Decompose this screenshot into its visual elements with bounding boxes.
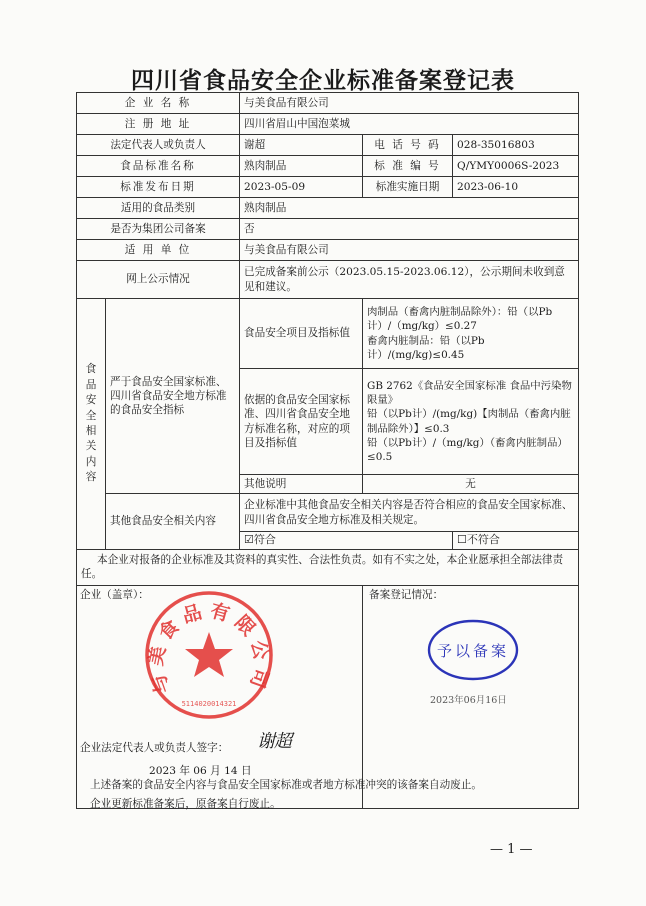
company-name-label: 企 业 名 称 xyxy=(77,93,240,114)
group-filing-value: 否 xyxy=(240,219,579,240)
comply-checkbox: ☑符合 xyxy=(240,532,453,550)
filing-stamp-text: 予以备案 xyxy=(436,642,510,660)
svg-text:与美食品有限公司: 与美食品有限公司 xyxy=(144,599,274,697)
filing-stamp-date: 2023年06月16日 xyxy=(430,695,507,706)
not-comply-checkbox: ☐不符合 xyxy=(453,532,579,550)
basis-standard-label: 依据的食品安全国家标准、四川省食品安全地方标准名称，对应的项目及指标值 xyxy=(240,369,363,475)
strict-indicators-label: 严于食品安全国家标准、四川省食品安全地方标准的食品安全指标 xyxy=(106,299,240,494)
company-seal-stamp xyxy=(142,588,276,722)
public-notice-label: 网上公示情况 xyxy=(77,261,240,299)
food-category-value: 熟肉制品 xyxy=(240,198,579,219)
company-name-value: 与美食品有限公司 xyxy=(240,93,579,114)
reg-address-label: 注 册 地 址 xyxy=(77,114,240,135)
impl-date-value: 2023-06-10 xyxy=(453,177,579,198)
std-name-label: 食品标准名称 xyxy=(77,156,240,177)
applicable-unit-label: 适 用 单 位 xyxy=(77,240,240,261)
std-number-label: 标 准 编 号 xyxy=(363,156,453,177)
handwritten-signature: 谢超 xyxy=(257,730,291,752)
impl-date-label: 标准实施日期 xyxy=(363,177,453,198)
filing-status-label: 备案登记情况： xyxy=(369,588,444,601)
footer-note-2: 企业更新标准备案后，原备案自行废止。 xyxy=(90,798,281,810)
declaration-text: 本企业对报备的企业标准及其资料的真实性、合法性负责。如有不实之处，本企业愿承担全部法律责任。 xyxy=(77,549,579,585)
legal-rep-value: 谢超 xyxy=(240,135,363,156)
page-number: — 1 — xyxy=(490,842,533,857)
std-number-value: Q/YMY0006S-2023 xyxy=(453,156,579,177)
basis-standard-value: GB 2762《食品安全国家标准 食品中污染物限量》 铅（以Pb计）/(mg/kg)【肉制品（畜禽内脏制品除外）】≤0.3 铅（以Pb计）/（mg/kg）（畜禽内脏制品）≤0.5 xyxy=(363,369,579,475)
other-safety-label: 其他食品安全相关内容 xyxy=(106,494,240,550)
enterprise-seal-label: 企业（盖章）： xyxy=(80,588,149,601)
enterprise-date: 2023 年 06 月 14 日 xyxy=(149,764,252,777)
std-name-value: 熟肉制品 xyxy=(240,156,363,177)
signer-label: 企业法定代表人或负责人签字： xyxy=(80,741,229,754)
publish-date-value: 2023-05-09 xyxy=(240,177,363,198)
filing-approved-stamp xyxy=(426,618,520,682)
other-note-label: 其他说明 xyxy=(240,475,363,494)
public-notice-value: 已完成备案前公示（2023.05.15-2023.06.12），公示期间未收到意见和建议。 xyxy=(240,261,579,299)
safety-items-label: 食品安全项目及指标值 xyxy=(240,299,363,369)
other-note-value: 无 xyxy=(363,475,579,494)
group-filing-label: 是否为集团公司备案 xyxy=(77,219,240,240)
phone-label: 电 话 号 码 xyxy=(363,135,453,156)
legal-rep-label: 法定代表人或负责人 xyxy=(77,135,240,156)
applicable-unit-value: 与美食品有限公司 xyxy=(240,240,579,261)
reg-address-value: 四川省眉山中国泡菜城 xyxy=(240,114,579,135)
other-safety-value: 企业标准中其他食品安全相关内容是否符合相应的食品安全国家标准、四川省食品安全地方标准及相关规定。 xyxy=(240,494,579,532)
food-category-label: 适用的食品类别 xyxy=(77,198,240,219)
phone-value: 028-35016803 xyxy=(453,135,579,156)
publish-date-label: 标准发布日期 xyxy=(77,177,240,198)
safety-vertical-label: 食 品 安 全 相 关 内 容 xyxy=(77,299,106,550)
form-title: 四川省食品安全企业标准备案登记表 xyxy=(131,68,515,94)
footer-note-1: 上述备案的食品安全内容与食品安全国家标准或者地方标准冲突的该备案自动废止。 xyxy=(90,779,482,791)
safety-items-value: 肉制品（畜禽内脏制品除外）：铅（以Pb计）/（mg/kg）≤0.27 畜禽内脏制品：铅（以Pb计）/(mg/kg)≤0.45 xyxy=(363,299,579,369)
seal-number: 5114020014321 xyxy=(181,700,237,708)
